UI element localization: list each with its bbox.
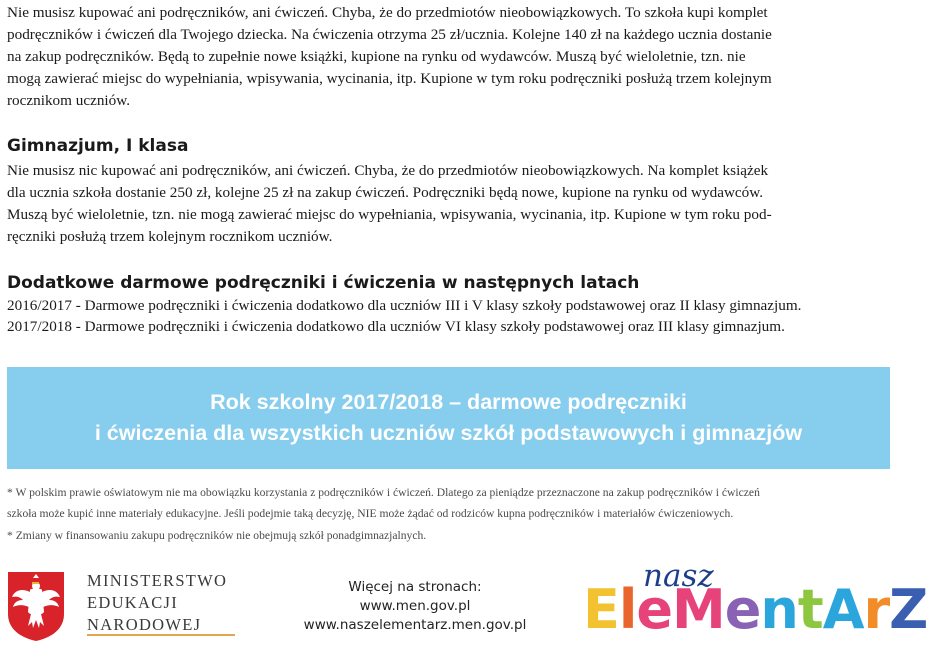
gimnazjum-line: Nie musisz nic kupować ani podręczników, ani ćwiczeń. Chyba, że do przedmiotów nieobowiązkowych. Na komplet książek — [7, 162, 769, 179]
men-website-link[interactable]: www.men.gov.pl — [359, 598, 471, 614]
brand-small-word: nasz — [643, 558, 714, 594]
banner-line-1: Rok szkolny 2017/2018 – darmowe podręczniki — [210, 390, 687, 414]
intro-line: rocznikom uczniów. — [7, 92, 131, 109]
intro-line: podręczników i ćwiczeń dla Twojego dziecka. Na ćwiczenia otrzyma 25 zł/ucznia. Kolejne 140 zł na każdego ucznia dostanie — [7, 26, 772, 43]
banner-line-2: i ćwiczenia dla wszystkich uczniów szkół podstawowych i gimnazjów — [94, 421, 803, 445]
brand-letter: E — [583, 578, 619, 641]
brand-letter: e — [724, 578, 761, 641]
more-info-label: Więcej na stronach: — [348, 579, 482, 595]
footnote-2: * Zmiany w finansowaniu zakupu podręczników nie obejmują szkół ponadgimnazjalnych. — [7, 529, 427, 542]
brand-word — [583, 578, 927, 641]
intro-line: na zakup podręczników. Będą to zupełnie nowe książki, kupione na rynku od wydawców. Muszą być wieloletnie, tzn. nie — [7, 48, 746, 65]
brand-letter: A — [822, 578, 864, 641]
brand-letter: t — [797, 578, 823, 641]
brand-letter: r — [863, 578, 890, 641]
gimnazjum-line: ręczniki posłużą trzem kolejnym rocznikom uczniów. — [7, 228, 333, 245]
additional-line-2016: 2016/2017 - Darmowe podręczniki i ćwiczenia dodatkowo dla uczniów III i V klasy szkoły podstawowej oraz II klasy gimnazjum. — [7, 297, 802, 314]
gimnazjum-line: Muszą być wieloletnie, tzn. nie mogą zawierać miejsc do wypełniania, wpisywania, wycinania, itp. Kupione w tym roku pod- — [7, 206, 772, 223]
nasz-elementarz-logo — [583, 558, 927, 646]
brand-letter: e — [636, 578, 673, 641]
intro-line: mogą zawierać miejsc do wypełniania, wpisywania, wycinania, itp. Kupione w tym roku podręczniki posłużą trzem kolejnym — [7, 70, 772, 87]
polish-eagle-emblem-icon — [6, 570, 66, 642]
elementarz-website-link[interactable]: www.naszelementarz.men.gov.pl — [303, 617, 527, 633]
gimnazjum-heading: Gimnazjum, I klasa — [7, 136, 189, 156]
brand-letter: Z — [889, 578, 927, 641]
gimnazjum-line: dla ucznia szkoła dostanie 250 zł, kolejne 25 zł na zakup ćwiczeń. Podręczniki będą nowe, kupione na rynku od wydawców. — [7, 184, 764, 201]
footnote-1-line-2: szkoła może kupić inne materiały edukacyjne. Jeśli podejmie taką decyzję, NIE może żądać od rodziców kupna podręczników i materiałów ćwiczeniowych. — [7, 507, 734, 520]
ministry-underline — [87, 634, 235, 636]
ministry-name-line-2: EDUKACJI — [87, 593, 179, 612]
ministry-name-line-3: NARODOWEJ — [87, 615, 202, 634]
footnote-1-line-1: * W polskim prawie oświatowym nie ma obowiązku korzystania z podręczników i ćwiczeń. Dlatego za pieniądze przeznaczone na zakup podręczników i ćwiczeń — [7, 486, 760, 499]
more-info-links — [290, 578, 540, 635]
brand-letter: n — [760, 578, 798, 641]
ministry-name-line-1: MINISTERSTWO — [87, 571, 228, 590]
announcement-banner — [7, 367, 890, 469]
additional-line-2017: 2017/2018 - Darmowe podręczniki i ćwiczenia dodatkowo dla uczniów VI klasy szkoły podstawowej oraz III klasy gimnazjum. — [7, 318, 785, 335]
brand-letter: M — [672, 578, 725, 641]
additional-heading: Dodatkowe darmowe podręczniki i ćwiczenia w następnych latach — [7, 273, 640, 293]
ministry-name — [87, 570, 227, 636]
intro-line: Nie musisz kupować ani podręczników, ani ćwiczeń. Chyba, że do przedmiotów nieobowiązkowych. To szkoła kupi komplet — [7, 4, 768, 21]
brand-letter: l — [618, 578, 637, 641]
